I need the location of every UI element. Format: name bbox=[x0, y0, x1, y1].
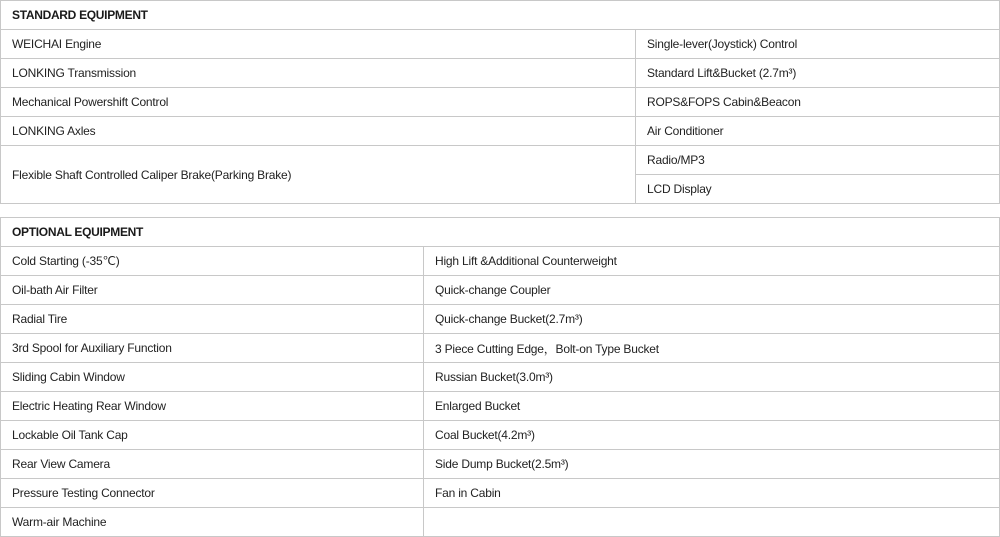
table-cell: Quick-change Coupler bbox=[424, 276, 1000, 305]
table-cell: High Lift &Additional Counterweight bbox=[424, 247, 1000, 276]
table-row bbox=[1, 276, 1000, 305]
table-header-row bbox=[1, 218, 1000, 247]
table-cell: Air Conditioner bbox=[636, 117, 1000, 146]
table-cell: 3rd Spool for Auxiliary Function bbox=[1, 334, 424, 363]
table-cell: Enlarged Bucket bbox=[424, 392, 1000, 421]
standard-equipment-title: STANDARD EQUIPMENT bbox=[1, 1, 1000, 30]
table-row bbox=[1, 59, 1000, 88]
standard-equipment-table bbox=[0, 0, 1000, 204]
table-cell: LONKING Transmission bbox=[1, 59, 636, 88]
table-row bbox=[1, 88, 1000, 117]
table-row bbox=[1, 334, 1000, 363]
table-cell: ROPS&FOPS Cabin&Beacon bbox=[636, 88, 1000, 117]
table-header-row bbox=[1, 1, 1000, 30]
table-cell: Side Dump Bucket(2.5m³) bbox=[424, 450, 1000, 479]
table-cell: Single-lever(Joystick) Control bbox=[636, 30, 1000, 59]
table-row bbox=[1, 30, 1000, 59]
table-row bbox=[1, 450, 1000, 479]
table-cell: Quick-change Bucket(2.7m³) bbox=[424, 305, 1000, 334]
table-cell: Flexible Shaft Controlled Caliper Brake(Parking Brake) bbox=[1, 146, 636, 204]
table-row bbox=[1, 363, 1000, 392]
table-cell: 3 Piece Cutting Edge，Bolt-on Type Bucket bbox=[424, 334, 1000, 363]
table-row bbox=[1, 305, 1000, 334]
table-row bbox=[1, 247, 1000, 276]
table-cell bbox=[424, 508, 1000, 537]
table-cell: Sliding Cabin Window bbox=[1, 363, 424, 392]
table-cell: Cold Starting (-35℃) bbox=[1, 247, 424, 276]
table-cell: Coal Bucket(4.2m³) bbox=[424, 421, 1000, 450]
table-row bbox=[1, 117, 1000, 146]
table-row bbox=[1, 479, 1000, 508]
table-cell: Oil-bath Air Filter bbox=[1, 276, 424, 305]
table-row bbox=[1, 421, 1000, 450]
table-cell: Lockable Oil Tank Cap bbox=[1, 421, 424, 450]
optional-equipment-table bbox=[0, 217, 1000, 537]
table-cell: Fan in Cabin bbox=[424, 479, 1000, 508]
table-cell: Radial Tire bbox=[1, 305, 424, 334]
table-cell: LCD Display bbox=[636, 175, 1000, 204]
table-cell: Russian Bucket(3.0m³) bbox=[424, 363, 1000, 392]
table-cell: Electric Heating Rear Window bbox=[1, 392, 424, 421]
table-cell: Pressure Testing Connector bbox=[1, 479, 424, 508]
table-row bbox=[1, 508, 1000, 537]
table-cell: WEICHAI Engine bbox=[1, 30, 636, 59]
table-cell: Warm-air Machine bbox=[1, 508, 424, 537]
table-cell: Radio/MP3 bbox=[636, 146, 1000, 175]
table-row bbox=[1, 146, 1000, 175]
table-cell: LONKING Axles bbox=[1, 117, 636, 146]
table-cell: Rear View Camera bbox=[1, 450, 424, 479]
table-cell: Mechanical Powershift Control bbox=[1, 88, 636, 117]
optional-equipment-title: OPTIONAL EQUIPMENT bbox=[1, 218, 1000, 247]
table-row bbox=[1, 392, 1000, 421]
table-cell: Standard Lift&Bucket (2.7m³) bbox=[636, 59, 1000, 88]
